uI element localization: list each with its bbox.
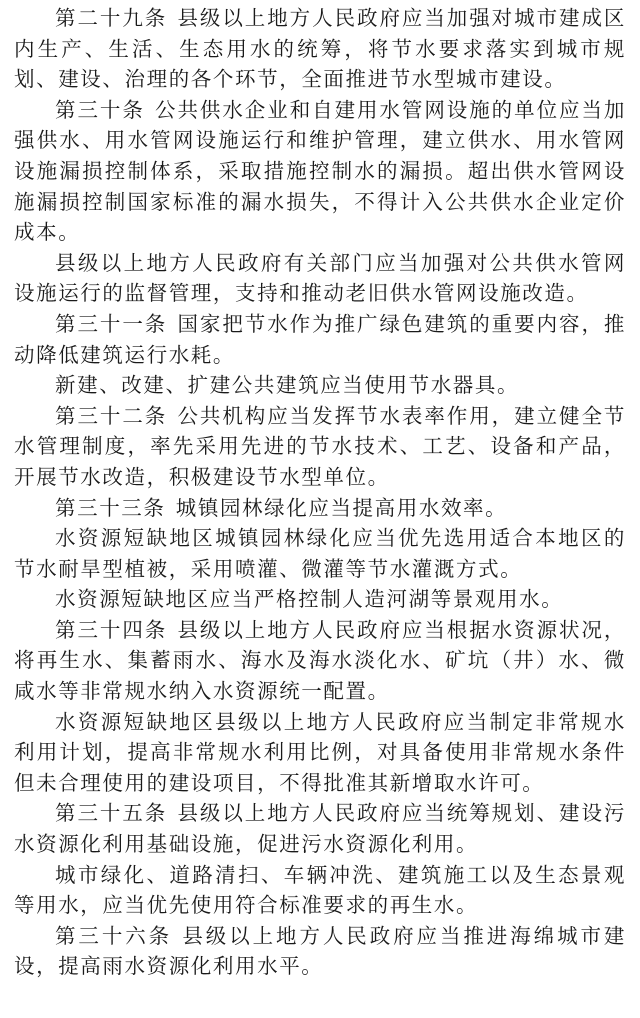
article-34-clause-2 [14, 707, 626, 799]
paragraph-text: 县级以上地方人民政府应当根据水资源状况，将再生水、集蓄雨水、海水及海水淡化水、矿坑（井）水、微咸水等非常规水纳入水资源统一配置。 [14, 617, 626, 704]
article-32-paragraph [14, 401, 626, 493]
article-30-clause-2 [14, 248, 626, 309]
paragraph-text: 新建、改建、扩建公共建筑应当使用节水器具。 [55, 373, 520, 398]
paragraph-text: 县级以上地方人民政府应当统筹规划、建设污水资源化利用基础设施，促进污水资源化利用。 [14, 801, 626, 857]
paragraph-text: 城市绿化、道路清扫、车辆冲洗、建筑施工以及生态景观等用水，应当优先使用符合标准要求的再生水。 [14, 862, 626, 918]
paragraph-text: 公共机构应当发挥节水表率作用，建立健全节水管理制度，率先采用先进的节水技术、工艺、设备和产品，开展节水改造，积极建设节水型单位。 [14, 403, 626, 489]
paragraph-text: 县级以上地方人民政府应当加强对城市建成区内生产、生活、生态用水的统筹，将节水要求落实到城市规划、建设、治理的各个环节，全面推进节水型城市建设。 [14, 6, 626, 92]
article-31-clause-2 [14, 370, 626, 401]
article-35-paragraph [14, 798, 626, 859]
paragraph-text: 县级以上地方人民政府应当推进海绵城市建设，提高雨水资源化利用水平。 [14, 923, 627, 979]
article-number: 第三十一条 [55, 311, 168, 336]
article-30-paragraph [14, 95, 626, 248]
paragraph-text: 国家把节水作为推广绿色建筑的重要内容，推动降低建筑运行水耗。 [14, 311, 626, 367]
article-29-paragraph [14, 3, 626, 95]
article-33-clause-2 [14, 523, 626, 584]
paragraph-text: 水资源短缺地区应当严格控制人造河湖等景观用水。 [55, 587, 564, 612]
paragraph-text: 城镇园林绿化应当提高用水效率。 [175, 495, 508, 520]
paragraph-text: 水资源短缺地区城镇园林绿化应当优先选用适合本地区的节水耐旱型植被，采用喷灌、微灌等节水灌溉方式。 [14, 526, 626, 581]
paragraph-text: 县级以上地方人民政府有关部门应当加强对公共供水管网设施运行的监督管理，支持和推动老旧供水管网设施改造。 [14, 250, 626, 306]
article-number: 第三十条 [55, 97, 145, 122]
article-34-paragraph [14, 615, 626, 707]
article-number: 第三十五条 [55, 801, 168, 826]
article-number: 第三十六条 [55, 923, 173, 948]
article-number: 第三十四条 [55, 617, 168, 642]
article-36-paragraph [14, 921, 626, 982]
paragraph-text: 水资源短缺地区县级以上地方人民政府应当制定非常规水利用计划，提高非常规水利用比例，对具备使用非常规水条件但未合理使用的建设项目，不得批准其新增取水许可。 [14, 709, 626, 795]
article-number: 第三十三条 [55, 495, 166, 520]
article-31-paragraph [14, 309, 626, 370]
article-35-clause-2 [14, 860, 626, 921]
article-number: 第二十九条 [55, 6, 168, 30]
article-number: 第三十二条 [55, 403, 168, 428]
article-33-paragraph [14, 493, 626, 524]
article-33-clause-3 [14, 584, 626, 615]
paragraph-text: 公共供水企业和自建用水管网设施的单位应当加强供水、用水管网设施运行和维护管理，建立供水、用水管网设施漏损控制体系，采取措施控制水的漏损。超出供水管网设施漏损控制国家标准的漏水损失，不得计入公共供水企业定价成本。 [14, 97, 626, 245]
